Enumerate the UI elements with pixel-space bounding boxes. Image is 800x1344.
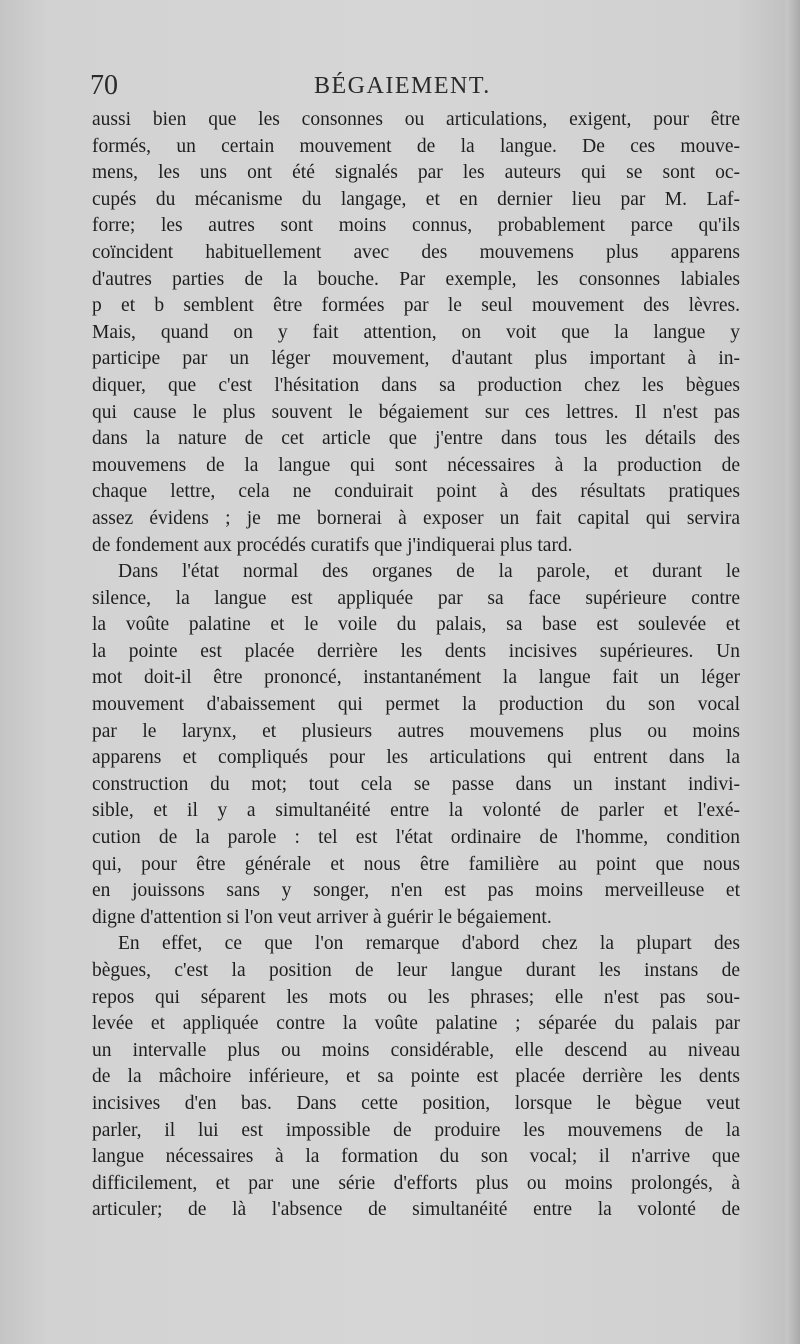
paragraph-1 (92, 107, 740, 559)
paragraph-3 (92, 931, 740, 1224)
text-line: chaque lettre, cela ne conduirait point à des résultats pratiques (92, 481, 740, 503)
text-line: un intervalle plus ou moins considérable, elle descend au niveau (92, 1039, 740, 1061)
text-line: diquer, que c'est l'hésitation dans sa production chez les bègues (92, 374, 740, 396)
text-line: mens, les uns ont été signalés par les auteurs qui se sont oc- (92, 162, 740, 184)
text-line: levée et appliquée contre la voûte palatine ; séparée du palais par (92, 1013, 740, 1035)
text-line: forre; les autres sont moins connus, probablement parce qu'ils (92, 215, 740, 237)
text-line: parler, il lui est impossible de produire les mouvemens de la (92, 1119, 740, 1141)
text-line: p et b semblent être formées par le seul mouvement des lèvres. (92, 295, 740, 317)
text-line: assez évidens ; je me bornerai à exposer un fait capital qui servira (92, 507, 740, 529)
text-line: en jouissons sans y songer, n'en est pas moins merveilleuse et (92, 880, 740, 902)
text-line: coïncident habituellement avec des mouvemens plus apparens (92, 241, 740, 263)
text-line: de fondement aux procédés curatifs que j'indiquerai plus tard. (92, 534, 573, 556)
text-line: construction du mot; tout cela se passe dans un instant indivi- (92, 773, 740, 795)
text-line: bègues, c'est la position de leur langue durant les instans de (92, 960, 740, 981)
text-line: la pointe est placée derrière les dents incisives supérieures. Un (92, 640, 740, 662)
text-line: repos qui séparent les mots ou les phrases; elle n'est pas sou- (92, 986, 740, 1008)
text-line: mouvemens de la langue qui sont nécessaires à la production de (92, 454, 740, 476)
text-line: cution de la parole : tel est l'état ordinaire de l'homme, condition (92, 827, 740, 849)
text-line: silence, la langue est appliquée par sa face supérieure contre (92, 587, 740, 609)
text-line: participe par un léger mouvement, d'autant plus important à in- (92, 348, 740, 370)
text-line: incisives d'en bas. Dans cette position, lorsque le bègue veut (92, 1092, 740, 1114)
text-line: Dans l'état normal des organes de la parole, et durant le (118, 561, 740, 583)
text-line: mouvement d'abaissement qui permet la production du son vocal (92, 694, 740, 716)
text-line: cupés du mécanisme du langage, et en dernier lieu par M. Laf- (92, 188, 740, 210)
page-edge-shadow (786, 0, 800, 1344)
text-line: Mais, quand on y fait attention, on voit que la langue y (92, 321, 740, 343)
text-line: apparens et compliqués pour les articulations qui entrent dans la (92, 747, 740, 769)
text-line: dans la nature de cet article que j'entre dans tous les détails des (92, 428, 740, 450)
text-line: aussi bien que les consonnes ou articulations, exigent, pour être (92, 109, 740, 130)
text-line: qui cause le plus souvent le bégaiement sur ces lettres. Il n'est pas (92, 401, 740, 423)
text-line: de la mâchoire inférieure, et sa pointe est placée derrière les dents (92, 1066, 740, 1088)
text-line: sible, et il y a simultanéité entre la volonté de parler et l'exé- (92, 800, 740, 822)
text-line: par le larynx, et plusieurs autres mouvemens plus ou moins (92, 720, 740, 742)
paragraph-2 (92, 559, 740, 931)
text-line: d'autres parties de la bouche. Par exemple, les consonnes labiales (92, 268, 740, 290)
text-line: difficilement, et par une série d'efforts plus ou moins prolongés, à (92, 1172, 740, 1194)
text-line: mot doit-il être prononcé, instantanément la langue fait un léger (92, 667, 740, 689)
text-line: langue nécessaires à la formation du son vocal; il n'arrive que (92, 1146, 740, 1168)
text-line: En effet, ce que l'on remarque d'abord chez la plupart des (118, 933, 740, 955)
text-line: articuler; de là l'absence de simultanéité entre la volonté de (92, 1199, 740, 1221)
text-line: formés, un certain mouvement de la langue. De ces mouve- (92, 135, 740, 157)
text-line: qui, pour être générale et nous être familière au point que nous (92, 853, 740, 875)
running-title: BÉGAIEMENT. (314, 73, 491, 99)
text-line: la voûte palatine et le voile du palais, sa base est soulevée et (92, 614, 740, 636)
body-text (92, 107, 740, 1224)
page-number: 70 (90, 70, 118, 101)
page-header (90, 68, 740, 104)
text-line: digne d'attention si l'on veut arriver à guérir le bégaiement. (92, 906, 552, 928)
